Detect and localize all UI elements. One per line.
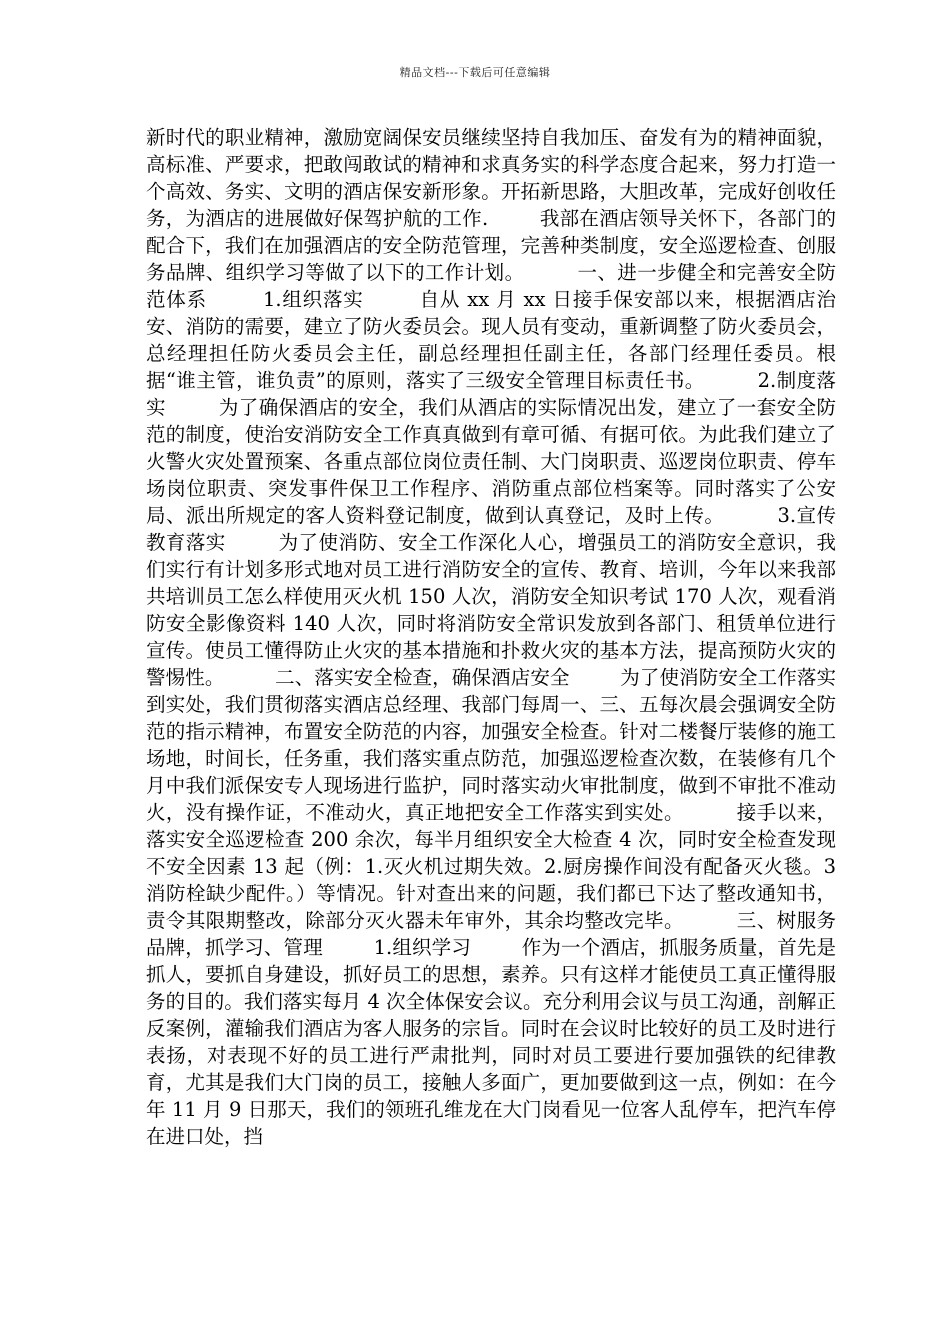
page-header: 精品文档---下载后可任意编辑 xyxy=(399,66,551,79)
document-body: 新时代的职业精神，激励宽阔保安员继续坚持自我加压、奋发有为的精神面貌，高标准、严要求，把敢闯敢试的精神和求真务实的科学态度合起来，努力打造一个高效、务实、文明的酒店保安新形象。开拓新思路，大胆改革，完成好创收任务，为酒店的进展做好保驾护航的工作. 我部在酒店领导关怀下，各部门的配合下，我们在加强酒店的安全防范管理，完善种类制度，安全巡逻检查、创服务品牌、组织学习等做了以下的工作计划。 一、进一步健全和完善安全防范体系 1.组织落实 自从 xx 月 xx 日接手保安部以来，根据酒店治安、消防的需要，建立了防火委员会。现人员有变动，重新调整了防火委员会，总经理担任防火委员会主任，副总经理担任副主任，各部门经理任委员。根据“谁主管，谁负责”的原则，落实了三级安全管理目标责任书。 2.制度落实 为了确保酒店的安全，我们从酒店的实际情况出发，建立了一套安全防范的制度，使治安消防安全工作真真做到有章可循、有据可依。为此我们建立了火警火灾处置预案、各重点部位岗位责任制、大门岗职责、巡逻岗位职责、停车场岗位职责、突发事件保卫工作程序、消防重点部位档案等。同时落实了公安局、派出所规定的客人资料登记制度，做到认真登记，及时上传。 3.宣传教育落实 为了使消防、安全工作深化人心，增强员工的消防安全意识，我们实行有计划多形式地对员工进行消防安全的宣传、教育、培训，今年以来我部共培训员工怎么样使用灭火机 150 人次，消防安全知识考试 170 人次，观看消防安全影像资料 140 人次，同时将消防安全常识发放到各部门、租赁单位进行宣传。使员工懂得防止火灾的基本措施和扑救火灾的基本方法，提高预防火灾的警惕性。 二、落实安全检查，确保酒店安全 为了使消防安全工作落实到实处，我们贯彻落实酒店总经理、我部门每周一、三、五每次晨会强调安全防范的指示精神，布置安全防范的内容，加强安全检查。针对二楼餐厅装修的施工场地，时间长，任务重，我们落实重点防范，加强巡逻检查次数，在装修有几个月中我们派保安专人现场进行监护，同时落实动火审批制度，做到不审批不准动火，没有操作证，不准动火，真正地把安全工作落实到实处。 接手以来，落实安全巡逻检查 200 余次，每半月组织安全大检查 4 次，同时安全检查发现不安全因素 13 起（例：1.灭火机过期失效。2.厨房操作间没有配备灭火毯。3 消防栓缺少配件。）等情况。针对查出来的问题，我们都已下达了整改通知书，责令其限期整改，除部分灭火器未年审外，其余均整改完毕。 三、树服务品牌，抓学习、管理 1.组织学习 作为一个酒店，抓服务质量，首先是抓人，要抓自身建设，抓好员工的思想，素养。只有这样才能使员工真正懂得服务的目的。我们落实每月 4 次全体保安会议。充分利用会议与员工沟通，剖解正反案例，灌输我们酒店为客人服务的宗旨。同时在会议时比较好的员工及时进行表扬，对表现不好的员工进行严肃批判，同时对员工要进行要加强铁的纪律教育，尤其是我们大门岗的员工，接触人多面广，更加要做到这一点，例如：在今年 11 月 9 日那天，我们的领班孔维龙在大门岗看见一位客人乱停车，把汽车停在进口处，挡 xyxy=(146,126,843,1148)
